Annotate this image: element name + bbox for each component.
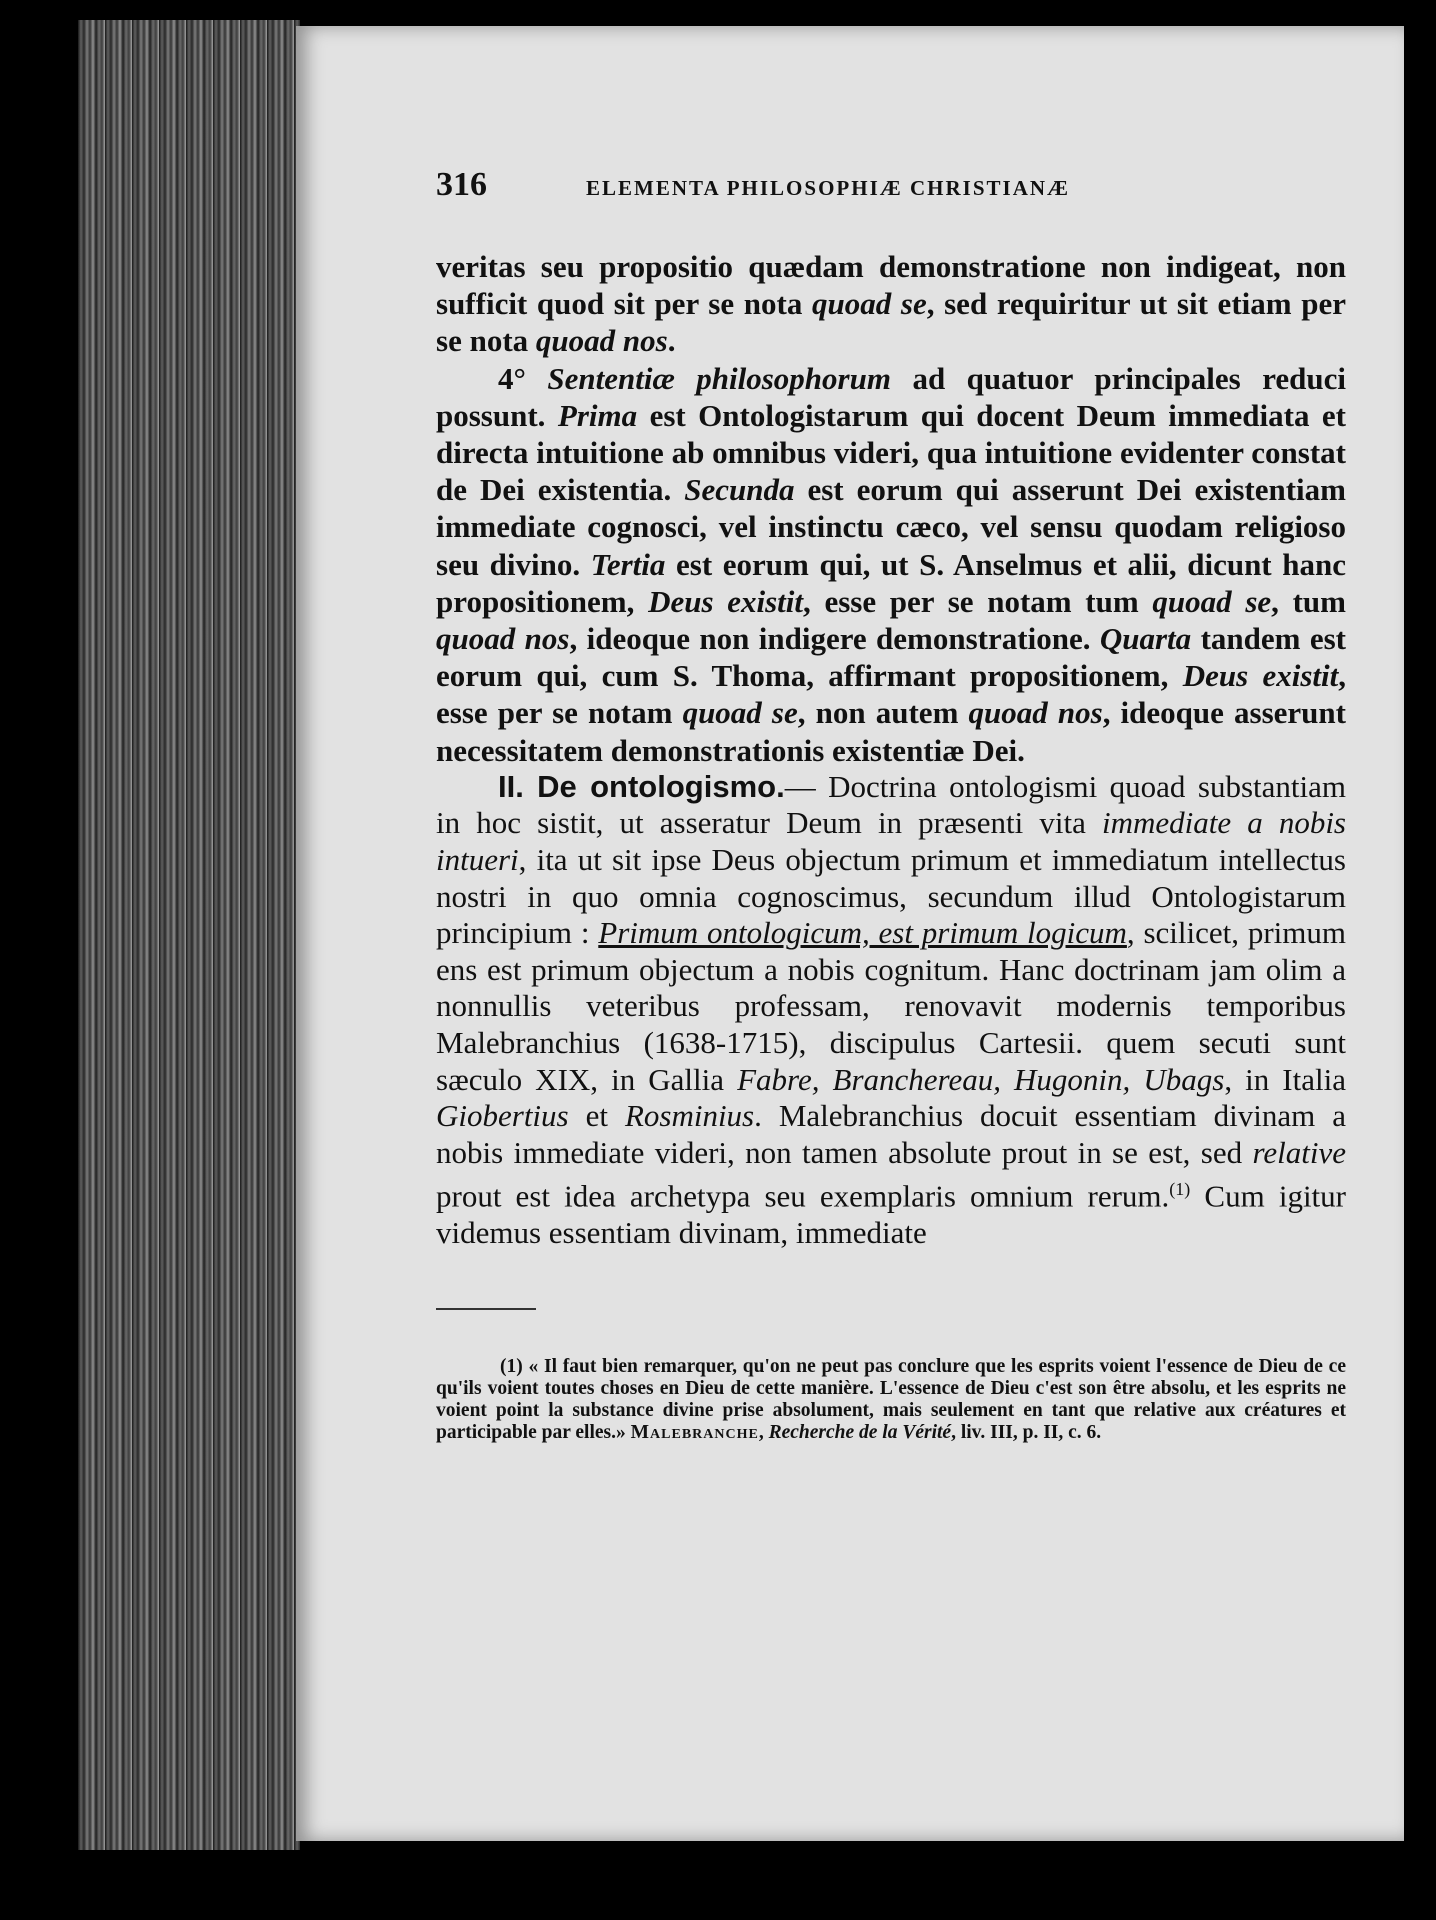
text-run: (1) « Il faut bien remarquer, qu'on ne peut pas conclure que les esprits voient l'essence de Dieu de ce qu'ils voient toutes choses en Dieu de cette manière. L'essence de Dieu c'est son être absolu, et les esprits ne voient point la substance divine prise absolument, mais seulement en tant que relative aux créatures et participable par elles.» <box>436 1355 1346 1443</box>
text-run: . <box>667 323 676 359</box>
text-run: , in Italia <box>1224 1061 1346 1097</box>
text-run: , esse per se notam tum <box>803 583 1153 619</box>
book-page-edges <box>78 20 300 1850</box>
paragraph-2 <box>436 360 1346 769</box>
text-run: Cum igitur videmus essentiam divinam, immediate <box>436 1178 1346 1251</box>
text-run: veritas seu propositio quædam demonstratione non indigeat, non sufficit quod sit per se nota <box>436 249 1346 322</box>
italic-run: quoad nos <box>436 621 570 657</box>
text-run: , ita ut sit ipse Deus objectum primum et immediatum intellectus nostri in quo omnia cognoscimus, secundum illud Ontologistarum principium : <box>436 842 1346 951</box>
italic-run: Deus existit <box>648 583 804 619</box>
running-title: ELEMENTA PHILOSOPHIÆ CHRISTIANÆ <box>586 176 1071 200</box>
text-run: , tum <box>1271 583 1346 619</box>
page-content <box>436 166 1346 1444</box>
underlined-principle: Primum ontologicum, est primum logicum <box>598 915 1127 951</box>
text-run: est eorum qui asserunt Dei existentiam immediate cognosci, vel instinctu cæco, vel sensu quodam religioso seu divino. <box>436 472 1346 582</box>
italic-run: Sententiæ philosophorum <box>547 360 891 396</box>
text-run: , sed requiritur ut sit etiam per se nota <box>436 286 1346 359</box>
page-header <box>436 166 1346 226</box>
footnote-author: Malebranche <box>630 1421 759 1443</box>
book-page <box>296 26 1404 1841</box>
italic-run: relative <box>1252 1134 1346 1170</box>
footnote-divider <box>436 1308 536 1310</box>
italic-run: Giobertius <box>436 1098 569 1134</box>
text-run: — Doctrina ontologismi quoad substantiam in hoc sistit, ut asseratur Deum in præsenti vita <box>436 768 1346 841</box>
italic-run: quoad nos <box>968 695 1103 731</box>
text-run: et <box>568 1098 625 1134</box>
italic-run: quoad se <box>812 286 927 322</box>
text-run: tandem est eorum qui, cum S. Thoma, affirmant propositionem, <box>436 621 1347 694</box>
italic-run: Prima <box>557 397 638 433</box>
paragraph-1 <box>436 248 1346 360</box>
italic-run: quoad nos <box>535 323 668 359</box>
italic-run: immediate a nobis intueri <box>436 805 1346 878</box>
italic-run: Tertia <box>590 546 666 582</box>
italic-run: Rosminius <box>624 1098 755 1134</box>
text-run: prout est idea archetypa seu exemplaris omnium rerum. <box>436 1178 1170 1214</box>
italic-run: Deus existit <box>1182 658 1339 694</box>
text-run: , non autem <box>797 695 969 731</box>
text-run: , scilicet, primum ens est primum objectum a nobis cognitum. Hanc doctrinam jam olim a nonnullis veteribus professam, renovavit modernis temporibus Malebranchius (1638-1715), discipulus Cartesii. quem secuti sunt sæculo XIX, in Gallia <box>436 915 1346 1097</box>
footnote-work-title: Recherche de la Vérité <box>768 1421 952 1443</box>
text-run: est eorum qui, ut S. Anselmus et alii, dicunt hanc propositionem, <box>436 546 1346 619</box>
footnote-text <box>436 1356 1346 1444</box>
text-run: , ideoque non indigere demonstratione. <box>569 621 1100 657</box>
text-run: ad quatuor principales reduci possunt. <box>436 360 1347 433</box>
text-run: 4° <box>498 360 548 396</box>
italic-run: Secunda <box>684 472 795 508</box>
text-run: . Malebranchius docuit essentiam divinam a nobis immediate videri, non tamen absolute prout in se est, sed <box>436 1098 1346 1170</box>
text-run: , liv. III, p. II, c. 6. <box>951 1421 1102 1443</box>
section-ii-paragraph <box>436 769 1346 1252</box>
footnote-reference: (1) <box>1169 1179 1191 1200</box>
italic-run: quoad se <box>1152 583 1272 619</box>
footnote <box>436 1356 1346 1444</box>
text-run: , esse per se notam <box>436 658 1346 731</box>
text-run: est Ontologistarum qui docent Deum immediata et directa intuitione ab omnibus videri, qua intuitione evidenter constat de Dei existentia. <box>436 397 1346 508</box>
text-run: , <box>758 1421 769 1443</box>
page-number: 316 <box>436 166 487 203</box>
section-heading: II. De ontologismo. <box>498 768 785 804</box>
italic-run: quoad se <box>682 695 798 731</box>
text-run: , ideoque asserunt necessitatem demonstrationis existentiæ Dei. <box>436 695 1346 768</box>
italic-run: Fabre, Branchereau, Hugonin, Ubags <box>737 1061 1225 1097</box>
main-text <box>436 248 1346 1252</box>
italic-run: Quarta <box>1099 621 1192 657</box>
